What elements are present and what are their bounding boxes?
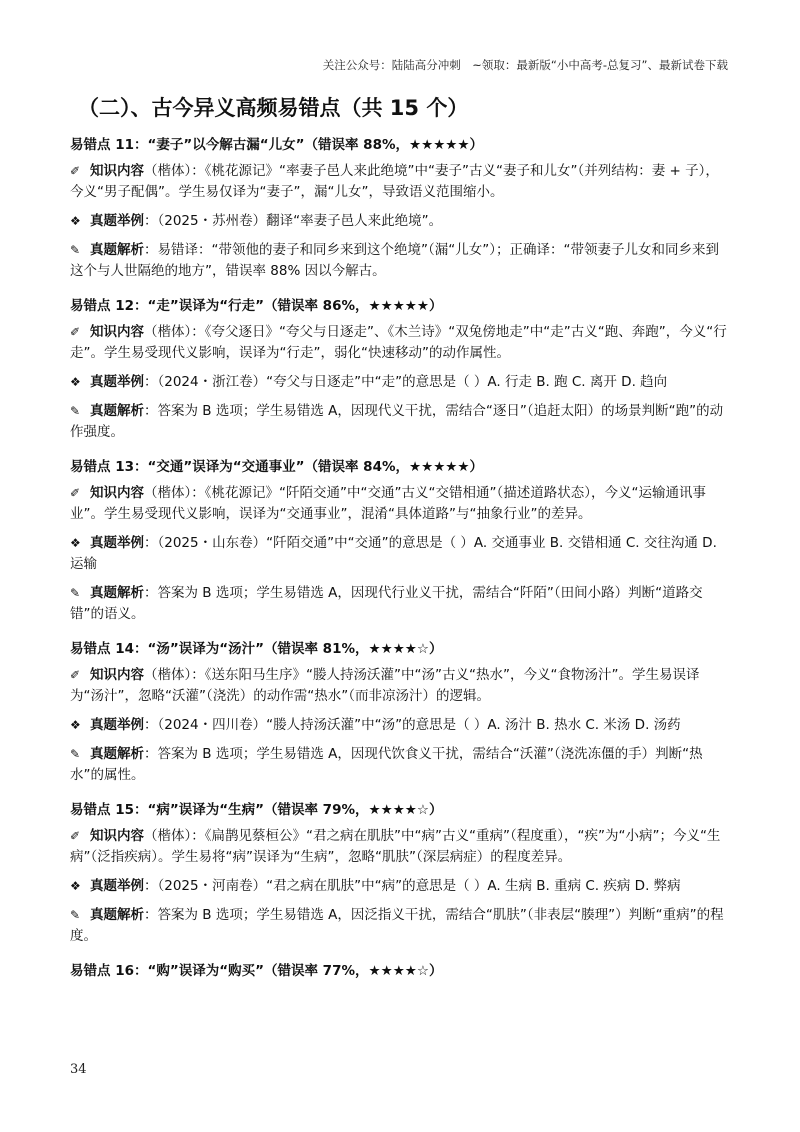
point-title: 易错点 16：“购”误译为“购买”（错误率 77%，★★★★☆） xyxy=(70,963,443,979)
pen-icon: ✎ xyxy=(70,586,81,600)
analysis-paragraph xyxy=(70,240,730,282)
error-point xyxy=(70,959,730,979)
example-paragraph xyxy=(70,876,730,897)
knowledge-paragraph xyxy=(70,665,730,707)
knowledge-label: 知识内容 xyxy=(90,667,144,683)
error-point xyxy=(70,294,730,443)
knowledge-text: （楷体）：《夸父逐日》“夸父与日逐走”、《木兰诗》“双兔傍地走”中“走”古义“跑、奔跑”，今义“行走”。学生易受现代义影响，误译为“行走”，弱化“快速移动”的动作属性。 xyxy=(70,324,727,361)
analysis-text: ：答案为 B 选项；学生易错选 A，因现代义干扰，需结合“逐日”（追赶太阳）的场景判断“跑”的动作强度。 xyxy=(70,403,724,440)
knowledge-label: 知识内容 xyxy=(90,828,144,844)
analysis-text: ：答案为 B 选项；学生易错选 A，因现代行业义干扰，需结合“阡陌”（田间小路）判断“道路交错”的语义。 xyxy=(70,585,703,622)
knowledge-paragraph xyxy=(70,826,730,868)
point-title: 易错点 12：“走”误译为“行走”（错误率 86%，★★★★★） xyxy=(70,298,443,314)
knowledge-label: 知识内容 xyxy=(90,485,144,501)
example-paragraph xyxy=(70,715,730,736)
pen-icon: ✎ xyxy=(70,908,81,922)
pencil-icon: ✐ xyxy=(70,486,81,500)
example-label: 真题举例 xyxy=(90,213,144,229)
knowledge-label: 知识内容 xyxy=(90,163,144,179)
analysis-label: 真题解析 xyxy=(90,403,144,419)
example-paragraph xyxy=(70,211,730,232)
example-label: 真题举例 xyxy=(90,717,144,733)
point-title: 易错点 11：“妻子”以今解古漏“儿女”（错误率 88%，★★★★★） xyxy=(70,137,484,153)
diamond-icon: ❖ xyxy=(70,879,81,893)
knowledge-paragraph xyxy=(70,322,730,364)
example-label: 真题举例 xyxy=(90,535,144,551)
page-number: 34 xyxy=(70,1062,87,1077)
diamond-icon: ❖ xyxy=(70,214,81,228)
pen-icon: ✎ xyxy=(70,243,81,257)
example-text: ：（2024・浙江卷）“夸父与日逐走”中“走”的意思是（ ）A. 行走 B. 跑 C. 离开 D. 趋向 xyxy=(144,374,668,390)
analysis-paragraph xyxy=(70,744,730,786)
analysis-label: 真题解析 xyxy=(90,746,144,762)
error-point xyxy=(70,637,730,786)
example-paragraph xyxy=(70,372,730,393)
example-text: ：（2025・河南卷）“君之病在肌肤”中“病”的意思是（ ）A. 生病 B. 重病 C. 疾病 D. 弊病 xyxy=(144,878,681,894)
example-text: ：（2024・四川卷）“媵人持汤沃灌”中“汤”的意思是（ ）A. 汤汁 B. 热水 C. 米汤 D. 汤药 xyxy=(144,717,681,733)
knowledge-paragraph xyxy=(70,161,730,203)
content xyxy=(70,133,730,991)
knowledge-text: （楷体）：《桃花源记》“阡陌交通”中“交通”古义“交错相通”（描述道路状态），今义“运输通讯事业”。学生易受现代义影响，误译为“交通事业”，混淆“具体道路”与“抽象行业”的差异。 xyxy=(70,485,706,522)
knowledge-text: （楷体）：《扁鹊见蔡桓公》“君之病在肌肤”中“病”古义“重病”（程度重），“疾”为“小病”；今义“生病”（泛指疾病）。学生易将“病”误译为“生病”，忽略“肌肤”（深层病症）的程度差异。 xyxy=(70,828,721,865)
pencil-icon: ✐ xyxy=(70,829,81,843)
knowledge-text: （楷体）：《送东阳马生序》“媵人持汤沃灌”中“汤”古义“热水”，今义“食物汤汁”。学生易误译为“汤汁”，忽略“沃灌”（浇洗）的动作需“热水”（而非凉汤汁）的逻辑。 xyxy=(70,667,700,704)
point-title: 易错点 15：“病”误译为“生病”（错误率 79%，★★★★☆） xyxy=(70,802,443,818)
knowledge-paragraph xyxy=(70,483,730,525)
section-title: （二）、古今异义高频易错点（共 15 个） xyxy=(78,96,469,120)
pen-icon: ✎ xyxy=(70,404,81,418)
analysis-text: ：答案为 B 选项；学生易错选 A，因现代饮食义干扰，需结合“沃灌”（浇洗冻僵的手）判断“热水”的属性。 xyxy=(70,746,703,783)
knowledge-label: 知识内容 xyxy=(90,324,144,340)
header-note: 关注公众号：陆陆高分冲刺 ~领取：最新版“小中高考-总复习”、最新试卷下载 xyxy=(322,58,728,72)
point-title: 易错点 14：“汤”误译为“汤汁”（错误率 81%，★★★★☆） xyxy=(70,641,443,657)
analysis-label: 真题解析 xyxy=(90,907,144,923)
point-title: 易错点 13：“交通”误译为“交通事业”（错误率 84%，★★★★★） xyxy=(70,459,484,475)
analysis-paragraph xyxy=(70,905,730,947)
analysis-paragraph xyxy=(70,583,730,625)
error-point xyxy=(70,798,730,947)
analysis-text: ：易错译：“带领他的妻子和同乡来到这个绝境”（漏“儿女”）；正确译：“带领妻子儿女和同乡来到这个与人世隔绝的地方”，错误率 88% 因以今解古。 xyxy=(70,242,719,279)
pencil-icon: ✐ xyxy=(70,668,81,682)
example-label: 真题举例 xyxy=(90,878,144,894)
example-paragraph xyxy=(70,533,730,575)
error-point xyxy=(70,455,730,625)
error-point xyxy=(70,133,730,282)
pencil-icon: ✐ xyxy=(70,164,81,178)
diamond-icon: ❖ xyxy=(70,718,81,732)
example-text: ：（2025・苏州卷）翻译“率妻子邑人来此绝境”。 xyxy=(144,213,443,229)
diamond-icon: ❖ xyxy=(70,375,81,389)
example-text: ：（2025・山东卷）“阡陌交通”中“交通”的意思是（ ）A. 交通事业 B. 交错相通 C. 交往沟通 D. 运输 xyxy=(70,535,717,572)
pencil-icon: ✐ xyxy=(70,325,81,339)
analysis-text: ：答案为 B 选项；学生易错选 A，因泛指义干扰，需结合“肌肤”（非表层“腠理”）判断“重病”的程度。 xyxy=(70,907,724,944)
knowledge-text: （楷体）：《桃花源记》“率妻子邑人来此绝境”中“妻子”古义“妻子和儿女”（并列结构：妻 + 子），今义“男子配偶”。学生易仅译为“妻子”，漏“儿女”，导致语义范围缩小。 xyxy=(70,163,719,200)
pen-icon: ✎ xyxy=(70,747,81,761)
example-label: 真题举例 xyxy=(90,374,144,390)
analysis-label: 真题解析 xyxy=(90,242,144,258)
analysis-paragraph xyxy=(70,401,730,443)
diamond-icon: ❖ xyxy=(70,536,81,550)
analysis-label: 真题解析 xyxy=(90,585,144,601)
